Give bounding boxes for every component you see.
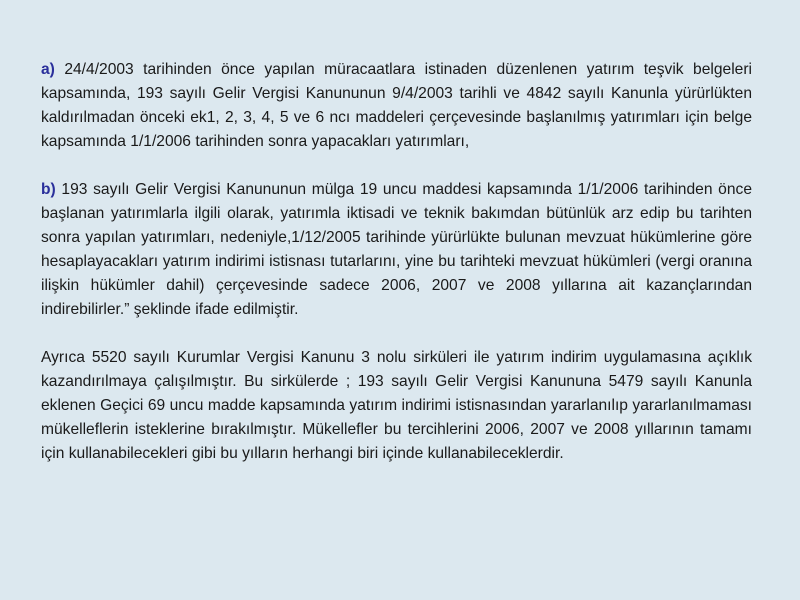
paragraph-ayrica-text: Ayrıca 5520 sayılı Kurumlar Vergisi Kanunu 3 nolu sirküleri ile yatırım indirim uygulamasına açıklık kazandırılmaya çalışılmıştır. Bu sirkülerde ; 193 sayılı Gelir Vergisi Kanununa 5479 sayılı Kanunla eklenen Geçici 69 uncu madde kapsamında yatırım indirimi istisnasından yararlanılıp yararlanılmaması mükelleflerin isteklerine bırakılmıştır. Mükellefler bu tercihlerini 2006, 2007 ve 2008 yıllarının tamamı için kullanabilecekleri gibi bu yılların herhangi biri içinde kullanabileceklerdir. xyxy=(41,349,752,462)
paragraph-a-text: 24/4/2003 tarihinden önce yapılan müracaatlara istinaden düzenlenen yatırım teşvik belgeleri kapsamında, 193 sayılı Gelir Vergisi Kanununun 9/4/2003 tarihli ve 4842 sayılı Kanunla yürürlükten kaldırılmadan önceki ek1, 2, 3, 4, 5 ve 6 ncı maddeleri çerçevesinde başlanılmış yatırımları için belge kapsamında 1/1/2006 tarihinden sonra yapacakları yatırımları, xyxy=(41,61,752,150)
paragraph-b xyxy=(41,178,752,322)
paragraph-b-label: b) xyxy=(41,181,56,198)
paragraph-a xyxy=(41,58,752,154)
paragraph-b-text: 193 sayılı Gelir Vergisi Kanununun mülga 19 uncu maddesi kapsamında 1/1/2006 tarihinden önce başlanan yatırımlarla ilgili olarak, yatırımla iktisadi ve teknik bakımdan bütünlük arz edip bu tarihten sonra yapılan yatırımları, nedeniyle,1/12/2005 tarihinde yürürlükte bulunan mevzuat hükümlerine göre hesaplayacakları yatırım indirimi istisnası tutarlarını, yine bu tarihteki mevzuat hükümleri (vergi oranına ilişkin hükümler dahil) çerçevesinde sadece 2006, 2007 ve 2008 yıllarına ait kazançlarından indirebilirler.” şeklinde ifade edilmiştir. xyxy=(41,181,752,318)
slide-body xyxy=(41,58,752,466)
paragraph-ayrica xyxy=(41,346,752,466)
paragraph-a-label: a) xyxy=(41,61,55,78)
